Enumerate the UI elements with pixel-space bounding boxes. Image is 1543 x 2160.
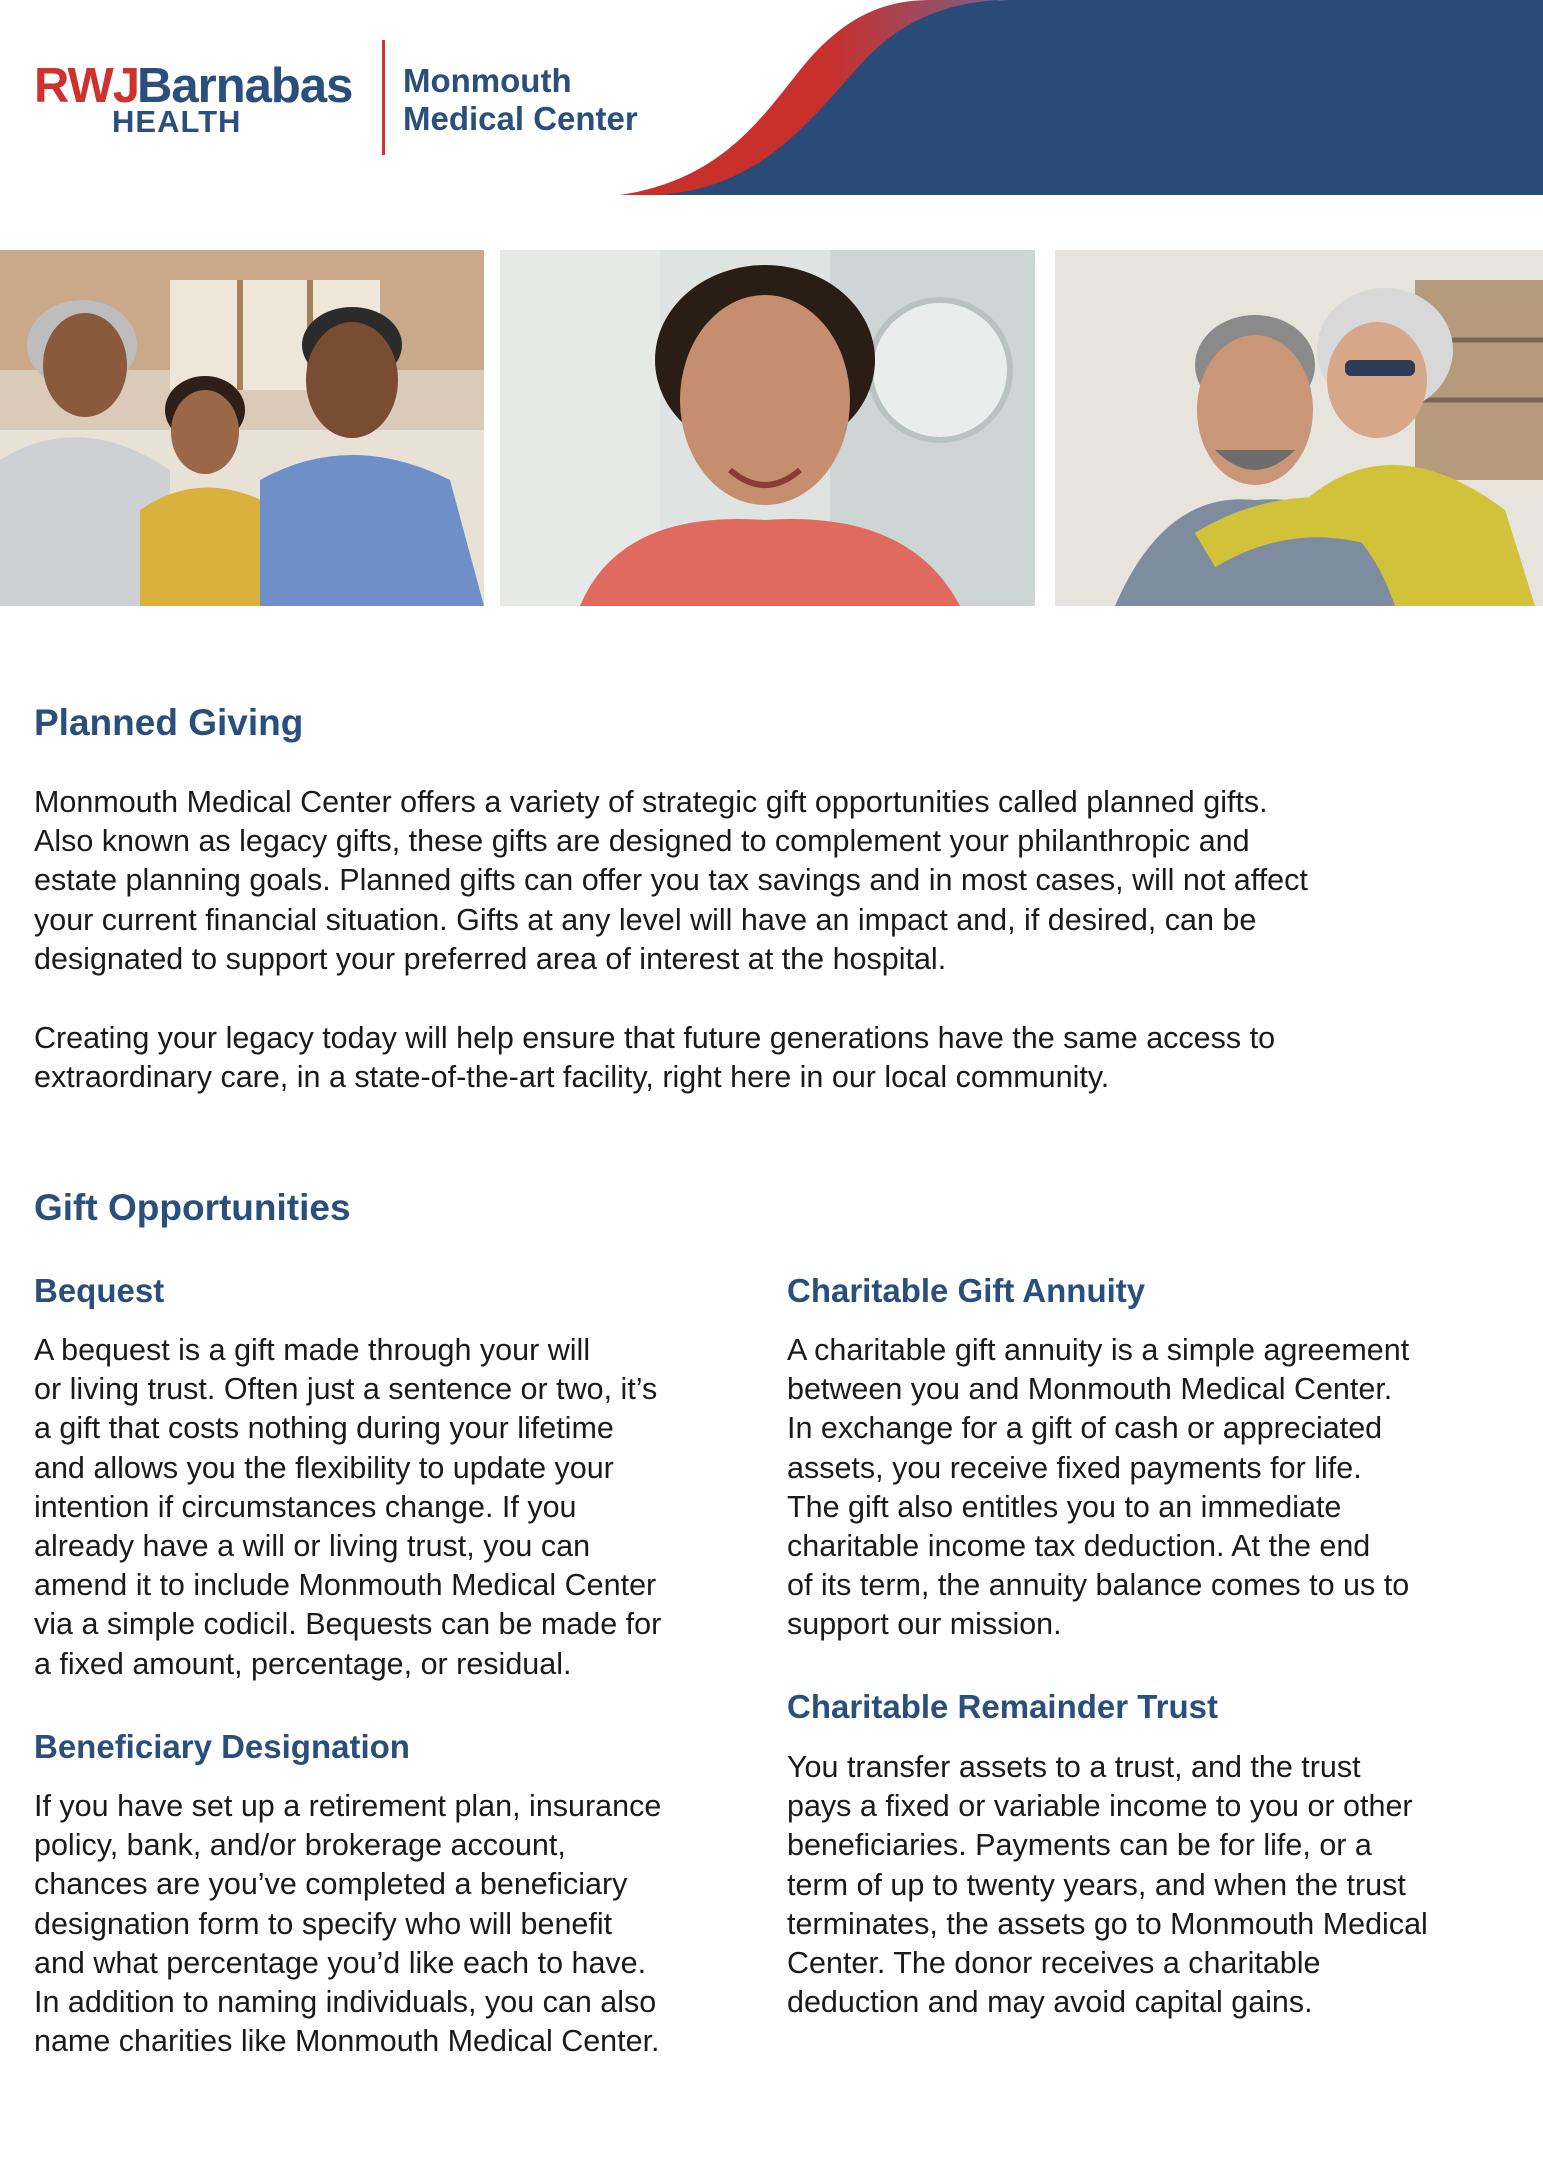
- text-line: between you and Monmouth Medical Center.: [787, 1372, 1393, 1407]
- text-line: already have a will or living trust, you can: [34, 1529, 591, 1564]
- text-line: beneficiaries. Payments can be for life, or a: [787, 1828, 1372, 1863]
- beneficiary-designation-paragraph: [34, 1787, 661, 2061]
- text-line: charitable income tax deduction. At the end: [787, 1529, 1371, 1564]
- center-name-line-1: Monmouth: [403, 62, 572, 99]
- medical-center-name: [403, 62, 703, 138]
- charitable-gift-annuity-paragraph: [787, 1331, 1409, 1645]
- photo-family: [0, 250, 484, 606]
- charitable-gift-annuity-heading: Charitable Gift Annuity: [787, 1272, 1146, 1309]
- text-line: amend it to include Monmouth Medical Center: [34, 1568, 657, 1603]
- text-line: terminates, the assets go to Monmouth Medical: [787, 1906, 1428, 1941]
- text-line: estate planning goals. Planned gifts can offer you tax savings and in most cases, will not affect: [34, 863, 1308, 898]
- logo-health-text: HEALTH: [112, 104, 242, 139]
- text-line: chances are you’ve completed a beneficiary: [34, 1867, 628, 1902]
- text-line: a fixed amount, percentage, or residual.: [34, 1646, 572, 1681]
- text-line: via a simple codicil. Bequests can be made for: [34, 1607, 662, 1642]
- text-line: If you have set up a retirement plan, insurance: [34, 1789, 662, 1823]
- text-line: intention if circumstances change. If you: [34, 1489, 577, 1524]
- photo-woman: [500, 250, 1035, 606]
- logo-barnabas-text: Barnabas: [137, 59, 353, 113]
- bequest-heading: Bequest: [34, 1272, 165, 1309]
- text-line: and allows you the flexibility to update your: [34, 1450, 614, 1485]
- text-line: The gift also entitles you to an immediate: [787, 1489, 1342, 1524]
- text-line: designated to support your preferred area of interest at the hospital.: [34, 941, 947, 976]
- planned-giving-heading: Planned Giving: [34, 702, 304, 743]
- text-line: assets, you receive fixed payments for life.: [787, 1450, 1362, 1485]
- text-line: support our mission.: [787, 1607, 1062, 1642]
- text-line: designation form to specify who will benefit: [34, 1906, 613, 1941]
- text-line: policy, bank, and/or brokerage account,: [34, 1828, 566, 1863]
- bequest-paragraph: [34, 1331, 661, 1684]
- text-line: Center. The donor receives a charitable: [787, 1946, 1321, 1981]
- text-line: Also known as legacy gifts, these gifts are designed to complement your philanthropic and: [34, 824, 1250, 859]
- text-line: name charities like Monmouth Medical Center.: [34, 2024, 660, 2059]
- text-line: or living trust. Often just a sentence or two, it’s: [34, 1372, 658, 1407]
- charitable-remainder-trust-heading: Charitable Remainder Trust: [787, 1688, 1218, 1725]
- text-line: of its term, the annuity balance comes to us to: [787, 1568, 1410, 1603]
- text-line: A bequest is a gift made through your will: [34, 1333, 591, 1367]
- text-line: Monmouth Medical Center offers a variety of strategic gift opportunities called planned gifts.: [34, 785, 1268, 819]
- text-line: pays a fixed or variable income to you or other: [787, 1789, 1413, 1824]
- text-line: extraordinary care, in a state-of-the-art facility, right here in our local community.: [34, 1060, 1110, 1095]
- logo-rwj-text: RWJ: [34, 59, 140, 113]
- text-line: and what percentage you’d like each to have.: [34, 1945, 647, 1980]
- text-line: Creating your legacy today will help ensure that future generations have the same access to: [34, 1021, 1276, 1055]
- charitable-remainder-trust-paragraph: [787, 1748, 1428, 2022]
- text-line: In exchange for a gift of cash or appreciated: [787, 1411, 1383, 1446]
- gift-opportunities-heading: Gift Opportunities: [34, 1187, 351, 1228]
- center-name-line-2: Medical Center: [403, 100, 638, 137]
- text-line: deduction and may avoid capital gains.: [787, 1985, 1313, 2020]
- planned-giving-paragraph-1: [34, 783, 1308, 979]
- text-line: term of up to twenty years, and when the trust: [787, 1867, 1406, 1902]
- text-line: your current financial situation. Gifts at any level will have an impact and, if desired, can be: [34, 902, 1257, 937]
- text-line: A charitable gift annuity is a simple agreement: [787, 1333, 1410, 1367]
- text-line: In addition to naming individuals, you can also: [34, 1985, 657, 2020]
- rwjbarnabas-health-logo: [34, 59, 374, 142]
- planned-giving-paragraph-2: [34, 1019, 1275, 1097]
- photo-couple: [1055, 250, 1543, 606]
- logo-divider: [382, 40, 385, 155]
- text-line: You transfer assets to a trust, and the trust: [787, 1750, 1361, 1784]
- beneficiary-designation-heading: Beneficiary Designation: [34, 1728, 410, 1765]
- text-line: a gift that costs nothing during your lifetime: [34, 1411, 614, 1446]
